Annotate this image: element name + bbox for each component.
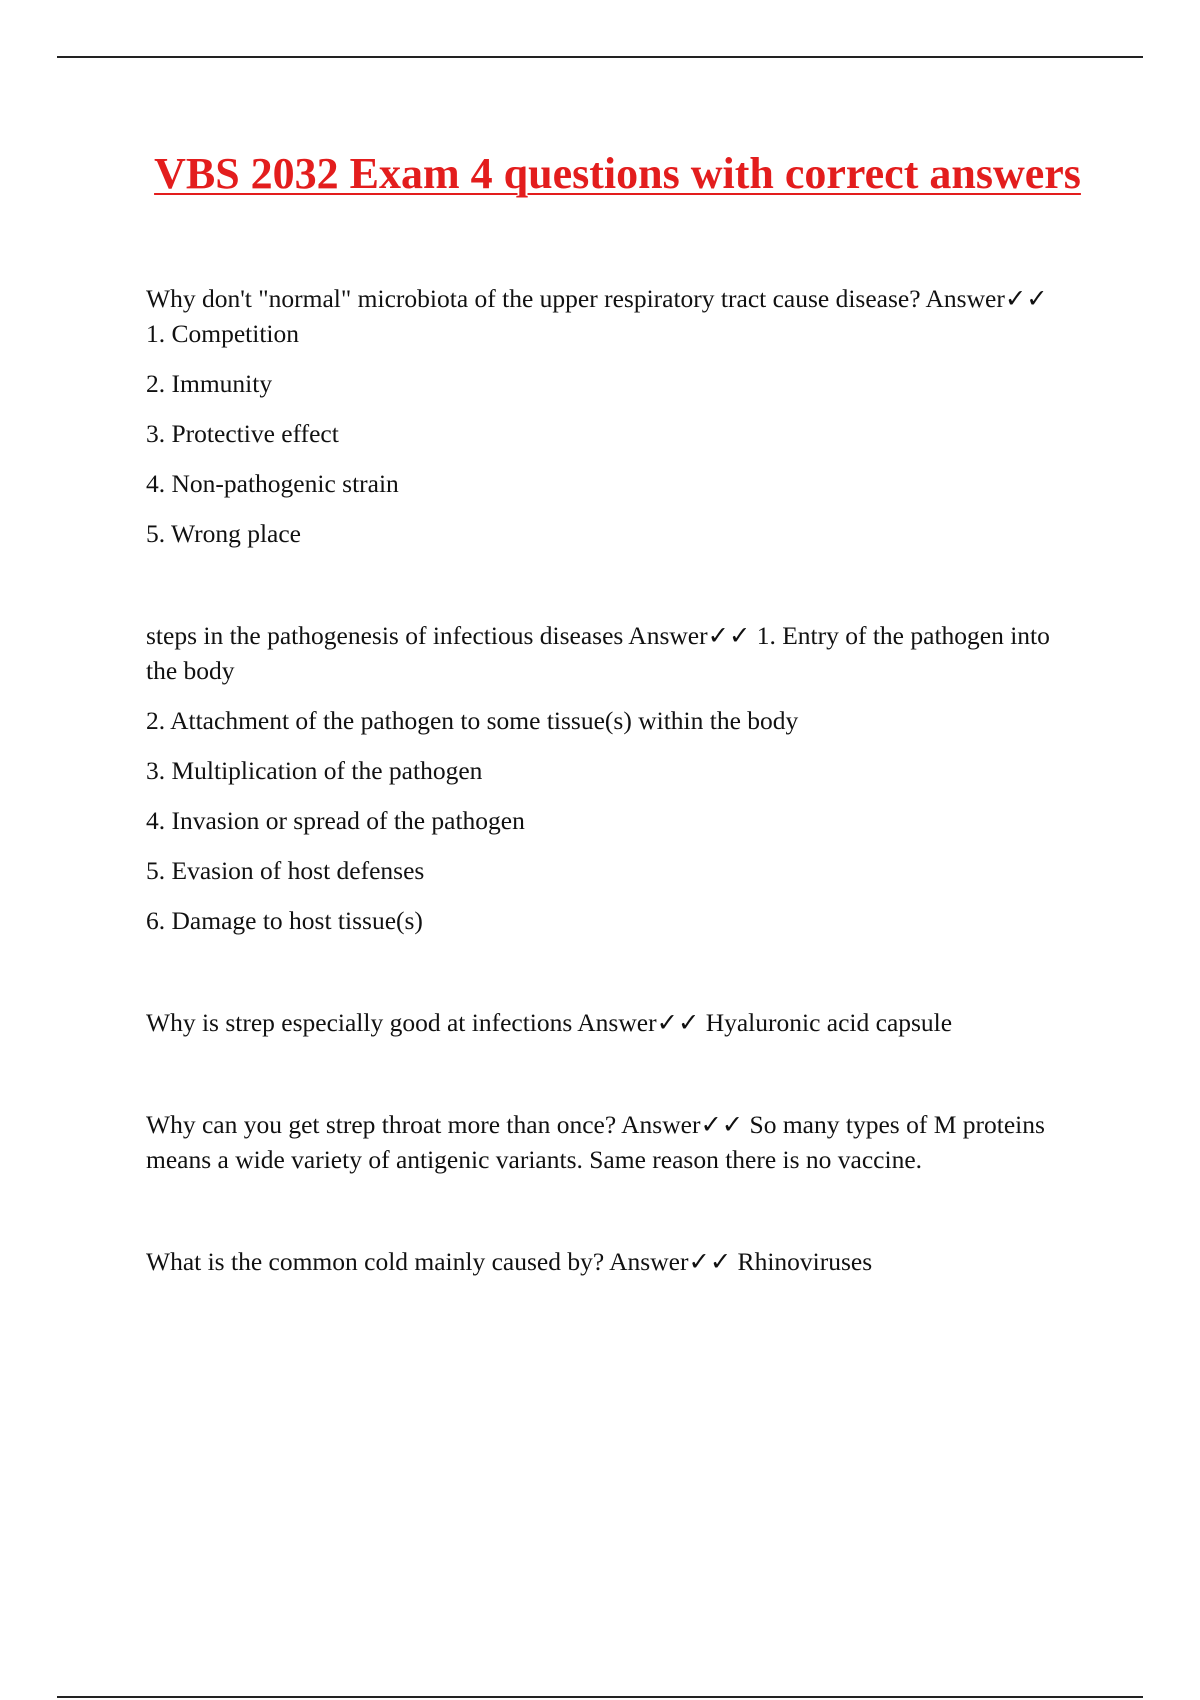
qa-list-item: 2. Immunity xyxy=(146,369,273,398)
qa-question-answer: Why don't "normal" microbiota of the upper respiratory tract cause disease? Answer✓✓ 1. Competition xyxy=(146,284,1048,348)
qa-block-2 xyxy=(146,618,1066,938)
qa-list-item: 6. Damage to host tissue(s) xyxy=(146,906,423,935)
qa-block-3 xyxy=(146,1005,1066,1040)
qa-block-4 xyxy=(146,1107,1066,1177)
qa-block-5 xyxy=(146,1244,1066,1279)
qa-list-item: 4. Non-pathogenic strain xyxy=(146,469,399,498)
top-rule xyxy=(57,56,1143,58)
qa-question-answer: steps in the pathogenesis of infectious diseases Answer✓✓ 1. Entry of the pathogen into the body xyxy=(146,621,1050,685)
qa-list-item: 3. Multiplication of the pathogen xyxy=(146,756,483,785)
document-body xyxy=(146,281,1066,1279)
document-title: VBS 2032 Exam 4 questions with correct answers xyxy=(154,149,1081,198)
bottom-rule xyxy=(57,1696,1143,1698)
qa-question-answer: Why can you get strep throat more than once? Answer✓✓ So many types of M proteins means a wide variety of antigenic variants. Same reason there is no vaccine. xyxy=(146,1110,1045,1174)
qa-block-1 xyxy=(146,281,1066,551)
qa-list-item: 2. Attachment of the pathogen to some tissue(s) within the body xyxy=(146,706,799,735)
qa-question-answer: Why is strep especially good at infections Answer✓✓ Hyaluronic acid capsule xyxy=(146,1008,953,1037)
qa-list-item: 4. Invasion or spread of the pathogen xyxy=(146,806,525,835)
qa-list-item: 3. Protective effect xyxy=(146,419,339,448)
qa-question-answer: What is the common cold mainly caused by? Answer✓✓ Rhinoviruses xyxy=(146,1247,873,1276)
qa-list-item: 5. Wrong place xyxy=(146,519,301,548)
qa-list-item: 5. Evasion of host defenses xyxy=(146,856,425,885)
